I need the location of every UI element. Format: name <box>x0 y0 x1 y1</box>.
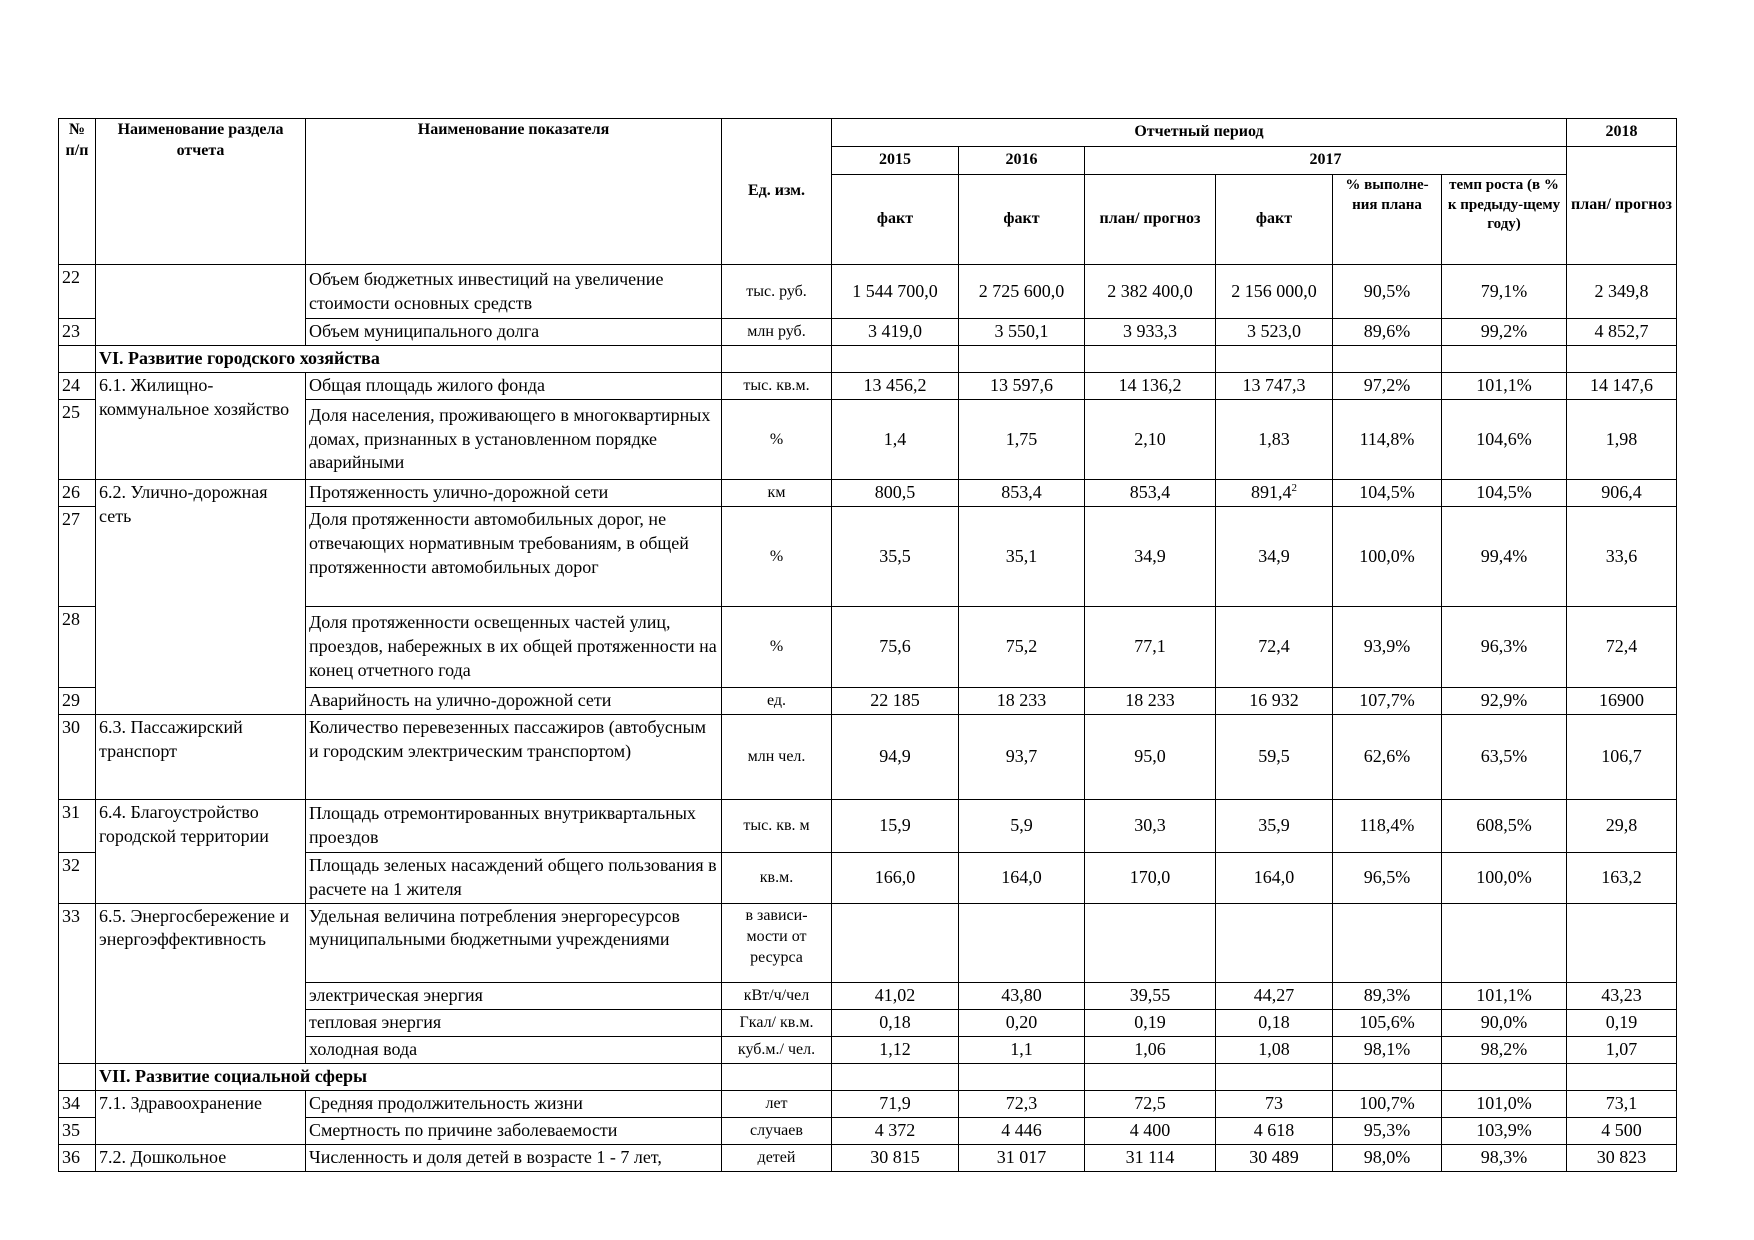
unit-cell: тыс. кв.м. <box>722 373 832 400</box>
header-fact-2016: факт <box>959 175 1085 265</box>
fact-2017: 59,5 <box>1216 715 1333 800</box>
value-2015: 0,18 <box>832 1009 959 1036</box>
value-2015: 22 185 <box>832 688 959 715</box>
plan-2017: 3 933,3 <box>1085 319 1216 346</box>
value-2016: 2 725 600,0 <box>959 265 1085 319</box>
table-row <box>59 903 1677 982</box>
value-2016: 43,80 <box>959 982 1085 1009</box>
indicator-name: Доля населения, проживающего в многоквартирных домах, признанных в установленном порядке аварийными <box>306 400 722 480</box>
header-reporting-period: Отчетный период <box>832 119 1567 147</box>
value-2015: 13 456,2 <box>832 373 959 400</box>
value-2018: 72,4 <box>1567 607 1677 688</box>
plan-2017: 95,0 <box>1085 715 1216 800</box>
unit-cell: кв.м. <box>722 853 832 904</box>
pct-plan: 104,5% <box>1333 480 1442 507</box>
value-2016: 93,7 <box>959 715 1085 800</box>
header-plan-2018: план/ прогноз <box>1567 147 1677 265</box>
value-2015: 3 419,0 <box>832 319 959 346</box>
pct-plan: 96,5% <box>1333 853 1442 904</box>
fact-2017: 3 523,0 <box>1216 319 1333 346</box>
value-2015: 30 815 <box>832 1144 959 1171</box>
value-2016: 3 550,1 <box>959 319 1085 346</box>
value-2018: 4 852,7 <box>1567 319 1677 346</box>
plan-2017: 30,3 <box>1085 800 1216 853</box>
growth: 99,4% <box>1442 507 1567 607</box>
unit-cell: % <box>722 400 832 480</box>
table-row <box>59 265 1677 319</box>
row-number: 22 <box>59 265 96 319</box>
fact-2017: 34,9 <box>1216 507 1333 607</box>
row-number: 33 <box>59 903 96 982</box>
value-2015: 94,9 <box>832 715 959 800</box>
value-2018: 163,2 <box>1567 853 1677 904</box>
footnote-mark: 2 <box>1291 482 1297 495</box>
plan-2017: 14 136,2 <box>1085 373 1216 400</box>
indicator-name: Доля протяженности освещенных частей улиц, проездов, набережных в их общей протяженности на конец отчетного года <box>306 607 722 688</box>
growth: 90,0% <box>1442 1009 1567 1036</box>
header-num: № п/п <box>59 119 96 265</box>
value-2018: 1,98 <box>1567 400 1677 480</box>
indicator-name: Площадь зеленых насаждений общего пользования в расчете на 1 жителя <box>306 853 722 904</box>
fact-2017: 73 <box>1216 1090 1333 1117</box>
growth: 63,5% <box>1442 715 1567 800</box>
growth: 96,3% <box>1442 607 1567 688</box>
header-fact-2015: факт <box>832 175 959 265</box>
value-2016: 164,0 <box>959 853 1085 904</box>
fact-2017: 16 932 <box>1216 688 1333 715</box>
row-number: 27 <box>59 507 96 607</box>
section-heading: VI. Развитие городского хозяйства <box>96 346 722 373</box>
fact-2017: 72,4 <box>1216 607 1333 688</box>
row-number: 34 <box>59 1090 96 1117</box>
indicator-name: Количество перевезенных пассажиров (автобусным и городским электрическим транспортом) <box>306 715 722 800</box>
unit-cell: куб.м./ чел. <box>722 1036 832 1063</box>
pct-plan: 89,6% <box>1333 319 1442 346</box>
pct-plan: 98,0% <box>1333 1144 1442 1171</box>
header-fact-2017: факт <box>1216 175 1333 265</box>
row-number: 36 <box>59 1144 96 1171</box>
fact-2017 <box>1216 480 1333 507</box>
section-heading: VII. Развитие социальной сферы <box>96 1063 722 1090</box>
fact-2017-value: 891,4 <box>1251 482 1292 503</box>
fact-2017: 164,0 <box>1216 853 1333 904</box>
unit-cell: детей <box>722 1144 832 1171</box>
value-2018: 906,4 <box>1567 480 1677 507</box>
value-2018: 14 147,6 <box>1567 373 1677 400</box>
section-cell: 6.1. Жилищно-коммунальное хозяйство <box>96 373 306 480</box>
header-2018: 2018 <box>1567 119 1677 147</box>
value-2016: 18 233 <box>959 688 1085 715</box>
table-row <box>59 715 1677 800</box>
fact-2017: 1,08 <box>1216 1036 1333 1063</box>
section-heading-row <box>59 1063 1677 1090</box>
row-number: 32 <box>59 853 96 904</box>
pct-plan: 98,1% <box>1333 1036 1442 1063</box>
table-row <box>59 480 1677 507</box>
value-2015: 41,02 <box>832 982 959 1009</box>
header-section: Наименование раздела отчета <box>96 119 306 265</box>
section-cell: 6.2. Улично-дорожная сеть <box>96 480 306 715</box>
value-2015: 35,5 <box>832 507 959 607</box>
plan-2017: 77,1 <box>1085 607 1216 688</box>
value-2018: 43,23 <box>1567 982 1677 1009</box>
value-2018: 106,7 <box>1567 715 1677 800</box>
pct-plan: 118,4% <box>1333 800 1442 853</box>
growth: 98,3% <box>1442 1144 1567 1171</box>
value-2015: 1,12 <box>832 1036 959 1063</box>
indicator-name: Доля протяженности автомобильных дорог, не отвечающих нормативным требованиям, в общей протяженности автомобильных дорог <box>306 507 722 607</box>
growth: 100,0% <box>1442 853 1567 904</box>
value-2018: 33,6 <box>1567 507 1677 607</box>
section-cell <box>96 265 306 346</box>
unit-cell: млн руб. <box>722 319 832 346</box>
row-number: 29 <box>59 688 96 715</box>
header-2017: 2017 <box>1085 147 1567 175</box>
plan-2017: 4 400 <box>1085 1117 1216 1144</box>
unit-cell: лет <box>722 1090 832 1117</box>
unit-cell: кВт/ч/чел <box>722 982 832 1009</box>
pct-plan: 90,5% <box>1333 265 1442 319</box>
value-2016: 5,9 <box>959 800 1085 853</box>
growth: 92,9% <box>1442 688 1567 715</box>
value-2016: 35,1 <box>959 507 1085 607</box>
indicator-name: Общая площадь жилого фонда <box>306 373 722 400</box>
header-2015: 2015 <box>832 147 959 175</box>
pct-plan: 95,3% <box>1333 1117 1442 1144</box>
fact-2017: 44,27 <box>1216 982 1333 1009</box>
value-2015: 800,5 <box>832 480 959 507</box>
fact-2017: 4 618 <box>1216 1117 1333 1144</box>
unit-cell: км <box>722 480 832 507</box>
report-table <box>58 118 1677 1172</box>
growth: 101,1% <box>1442 373 1567 400</box>
header-pct-plan: % выполне-ния плана <box>1333 175 1442 265</box>
pct-plan: 100,7% <box>1333 1090 1442 1117</box>
indicator-name: Площадь отремонтированных внутриквартальных проездов <box>306 800 722 853</box>
growth: 79,1% <box>1442 265 1567 319</box>
header-growth: темп роста (в % к предыду-щему году) <box>1442 175 1567 265</box>
growth: 104,6% <box>1442 400 1567 480</box>
pct-plan: 100,0% <box>1333 507 1442 607</box>
table-row <box>59 982 1677 1009</box>
value-2018: 1,07 <box>1567 1036 1677 1063</box>
plan-2017: 2 382 400,0 <box>1085 265 1216 319</box>
section-heading-row <box>59 346 1677 373</box>
pct-plan: 97,2% <box>1333 373 1442 400</box>
growth: 101,0% <box>1442 1090 1567 1117</box>
pct-plan: 62,6% <box>1333 715 1442 800</box>
table-row <box>59 1144 1677 1171</box>
value-2018: 73,1 <box>1567 1090 1677 1117</box>
fact-2017: 30 489 <box>1216 1144 1333 1171</box>
indicator-name: электрическая энергия <box>306 982 722 1009</box>
growth: 104,5% <box>1442 480 1567 507</box>
value-2016: 4 446 <box>959 1117 1085 1144</box>
value-2015: 1,4 <box>832 400 959 480</box>
unit-cell: ед. <box>722 688 832 715</box>
fact-2017: 13 747,3 <box>1216 373 1333 400</box>
growth: 101,1% <box>1442 982 1567 1009</box>
plan-2017: 72,5 <box>1085 1090 1216 1117</box>
row-number: 23 <box>59 319 96 346</box>
fact-2017: 0,18 <box>1216 1009 1333 1036</box>
row-number: 26 <box>59 480 96 507</box>
value-2018: 4 500 <box>1567 1117 1677 1144</box>
row-number: 24 <box>59 373 96 400</box>
row-number: 35 <box>59 1117 96 1144</box>
value-2018: 29,8 <box>1567 800 1677 853</box>
value-2018: 16900 <box>1567 688 1677 715</box>
value-2015: 75,6 <box>832 607 959 688</box>
pct-plan: 114,8% <box>1333 400 1442 480</box>
fact-2017: 1,83 <box>1216 400 1333 480</box>
indicator-name: Аварийность на улично-дорожной сети <box>306 688 722 715</box>
fact-2017: 35,9 <box>1216 800 1333 853</box>
growth: 608,5% <box>1442 800 1567 853</box>
value-2016: 31 017 <box>959 1144 1085 1171</box>
indicator-name: Объем муниципального долга <box>306 319 722 346</box>
table-row <box>59 1090 1677 1117</box>
value-2015: 4 372 <box>832 1117 959 1144</box>
value-2015: 71,9 <box>832 1090 959 1117</box>
indicator-name: холодная вода <box>306 1036 722 1063</box>
unit-cell: тыс. кв. м <box>722 800 832 853</box>
row-number: 28 <box>59 607 96 688</box>
plan-2017: 34,9 <box>1085 507 1216 607</box>
unit-cell: в зависи-мости от ресурса <box>722 903 832 982</box>
indicator-name: Численность и доля детей в возрасте 1 - 7 лет, <box>306 1144 722 1171</box>
value-2016: 853,4 <box>959 480 1085 507</box>
growth: 103,9% <box>1442 1117 1567 1144</box>
value-2016: 0,20 <box>959 1009 1085 1036</box>
plan-2017: 18 233 <box>1085 688 1216 715</box>
plan-2017: 853,4 <box>1085 480 1216 507</box>
unit-cell: случаев <box>722 1117 832 1144</box>
table-row <box>59 800 1677 853</box>
row-number: 31 <box>59 800 96 853</box>
indicator-name: Смертность по причине заболеваемости <box>306 1117 722 1144</box>
indicator-name: Удельная величина потребления энергоресурсов муниципальными бюджетными учреждениями <box>306 903 722 982</box>
value-2018: 30 823 <box>1567 1144 1677 1171</box>
row-number: 30 <box>59 715 96 800</box>
value-2016: 75,2 <box>959 607 1085 688</box>
indicator-name: тепловая энергия <box>306 1009 722 1036</box>
indicator-name: Объем бюджетных инвестиций на увеличение стоимости основных средств <box>306 265 722 319</box>
value-2016: 1,1 <box>959 1036 1085 1063</box>
indicator-name: Средняя продолжительность жизни <box>306 1090 722 1117</box>
pct-plan: 107,7% <box>1333 688 1442 715</box>
fact-2017: 2 156 000,0 <box>1216 265 1333 319</box>
value-2018: 0,19 <box>1567 1009 1677 1036</box>
header-indicator: Наименование показателя <box>306 119 722 265</box>
section-cell: 6.5. Энергосбережение и энергоэффективность <box>96 903 306 982</box>
row-number: 25 <box>59 400 96 480</box>
plan-2017: 2,10 <box>1085 400 1216 480</box>
value-2015: 166,0 <box>832 853 959 904</box>
plan-2017: 31 114 <box>1085 1144 1216 1171</box>
header-plan-2017: план/ прогноз <box>1085 175 1216 265</box>
plan-2017: 0,19 <box>1085 1009 1216 1036</box>
plan-2017: 170,0 <box>1085 853 1216 904</box>
plan-2017: 1,06 <box>1085 1036 1216 1063</box>
unit-cell: % <box>722 507 832 607</box>
section-cell: 6.4. Благоустройство городской территории <box>96 800 306 904</box>
value-2016: 13 597,6 <box>959 373 1085 400</box>
value-2015: 15,9 <box>832 800 959 853</box>
table-row <box>59 373 1677 400</box>
growth: 98,2% <box>1442 1036 1567 1063</box>
value-2015: 1 544 700,0 <box>832 265 959 319</box>
value-2016: 72,3 <box>959 1090 1085 1117</box>
header-unit: Ед. изм. <box>722 119 832 265</box>
section-cell: 6.3. Пассажирский транспорт <box>96 715 306 800</box>
value-2018: 2 349,8 <box>1567 265 1677 319</box>
unit-cell: млн чел. <box>722 715 832 800</box>
section-cell: 7.1. Здравоохранение <box>96 1090 306 1144</box>
value-2016: 1,75 <box>959 400 1085 480</box>
pct-plan: 89,3% <box>1333 982 1442 1009</box>
unit-cell: % <box>722 607 832 688</box>
unit-cell: тыс. руб. <box>722 265 832 319</box>
section-cell: 7.2. Дошкольное <box>96 1144 306 1171</box>
indicator-name: Протяженность улично-дорожной сети <box>306 480 722 507</box>
pct-plan: 93,9% <box>1333 607 1442 688</box>
growth: 99,2% <box>1442 319 1567 346</box>
plan-2017: 39,55 <box>1085 982 1216 1009</box>
unit-cell: Гкал/ кв.м. <box>722 1009 832 1036</box>
header-2016: 2016 <box>959 147 1085 175</box>
pct-plan: 105,6% <box>1333 1009 1442 1036</box>
